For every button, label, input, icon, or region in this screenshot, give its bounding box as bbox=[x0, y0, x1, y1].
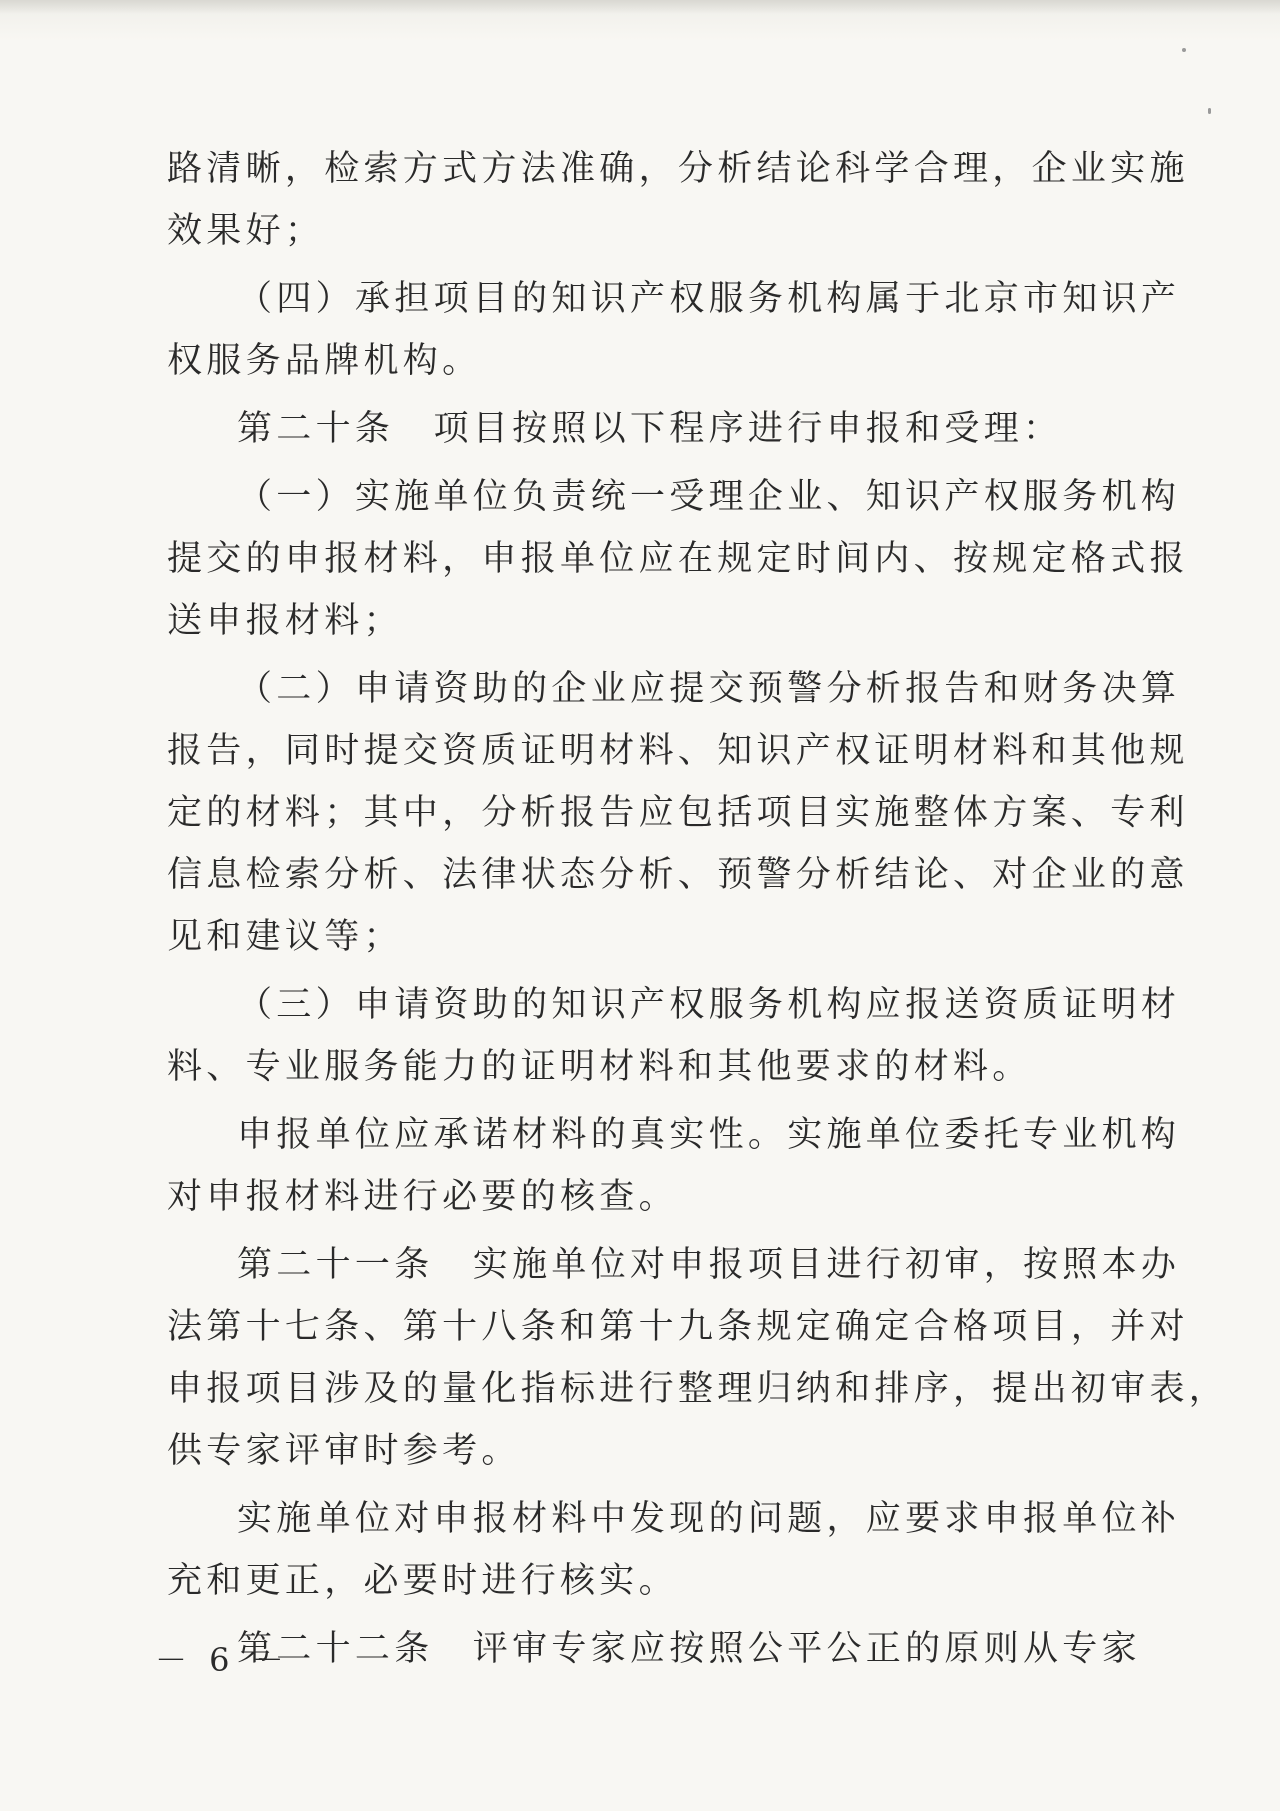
document-body bbox=[167, 138, 1229, 1686]
paragraph-item-3 bbox=[167, 974, 1181, 1098]
text-line: （四）承担项目的知识产权服务机构属于北京市知识产 bbox=[237, 279, 1181, 319]
paragraph-verification bbox=[167, 1488, 1181, 1612]
scan-top-edge bbox=[0, 0, 1280, 14]
text-line: （一）实施单位负责统一受理企业、知识产权服务机构 bbox=[237, 477, 1181, 517]
text-line: 定的材料；其中，分析报告应包括项目实施整体方案、专利 bbox=[167, 793, 1189, 833]
text-line: （二）申请资助的企业应提交预警分析报告和财务决算 bbox=[237, 669, 1181, 709]
scan-speck bbox=[1208, 108, 1211, 114]
paragraph-2 bbox=[167, 268, 1181, 392]
text-line: 效果好； bbox=[167, 211, 325, 251]
text-line: 报告，同时提交资质证明材料、知识产权证明材料和其他规 bbox=[167, 731, 1189, 771]
text-line: 见和建议等； bbox=[167, 917, 403, 957]
text-line: 第二十条 项目按照以下程序进行申报和受理： bbox=[237, 409, 1063, 449]
text-line: 料、专业服务能力的证明材料和其他要求的材料。 bbox=[167, 1047, 1032, 1087]
text-line: 送申报材料； bbox=[167, 601, 403, 641]
text-line: 实施单位对申报材料中发现的问题，应要求申报单位补 bbox=[237, 1499, 1181, 1539]
page-number: － 6 － bbox=[155, 1641, 290, 1679]
article-21 bbox=[167, 1234, 1229, 1482]
text-line: 第二十一条 实施单位对申报项目进行初审，按照本办 bbox=[237, 1245, 1181, 1285]
paragraph-item-2 bbox=[167, 658, 1189, 968]
paragraph-item-1 bbox=[167, 466, 1189, 652]
text-line: （三）申请资助的知识产权服务机构应报送资质证明材 bbox=[237, 985, 1181, 1025]
text-line: 权服务品牌机构。 bbox=[167, 341, 482, 381]
paragraph-commitment bbox=[167, 1104, 1181, 1228]
scan-speck bbox=[1182, 48, 1186, 52]
text-line: 路清晰，检索方式方法准确，分析结论科学合理，企业实施 bbox=[167, 149, 1189, 189]
paragraph-1 bbox=[167, 138, 1189, 262]
text-line: 提交的申报材料，申报单位应在规定时间内、按规定格式报 bbox=[167, 539, 1189, 579]
text-line: 信息检索分析、法律状态分析、预警分析结论、对企业的意 bbox=[167, 855, 1189, 895]
text-line: 供专家评审时参考。 bbox=[167, 1431, 521, 1471]
text-line: 申报项目涉及的量化指标进行整理归纳和排序，提出初审表， bbox=[167, 1369, 1229, 1409]
article-22 bbox=[167, 1618, 1141, 1680]
text-line: 充和更正，必要时进行核实。 bbox=[167, 1561, 678, 1601]
article-20-heading bbox=[167, 398, 1067, 460]
text-line: 对申报材料进行必要的核查。 bbox=[167, 1177, 678, 1217]
text-line: 法第十七条、第十八条和第十九条规定确定合格项目，并对 bbox=[167, 1307, 1189, 1347]
text-line: 第二十二条 评审专家应按照公平公正的原则从专家 bbox=[237, 1629, 1141, 1669]
text-line: 申报单位应承诺材料的真实性。实施单位委托专业机构 bbox=[237, 1115, 1181, 1155]
